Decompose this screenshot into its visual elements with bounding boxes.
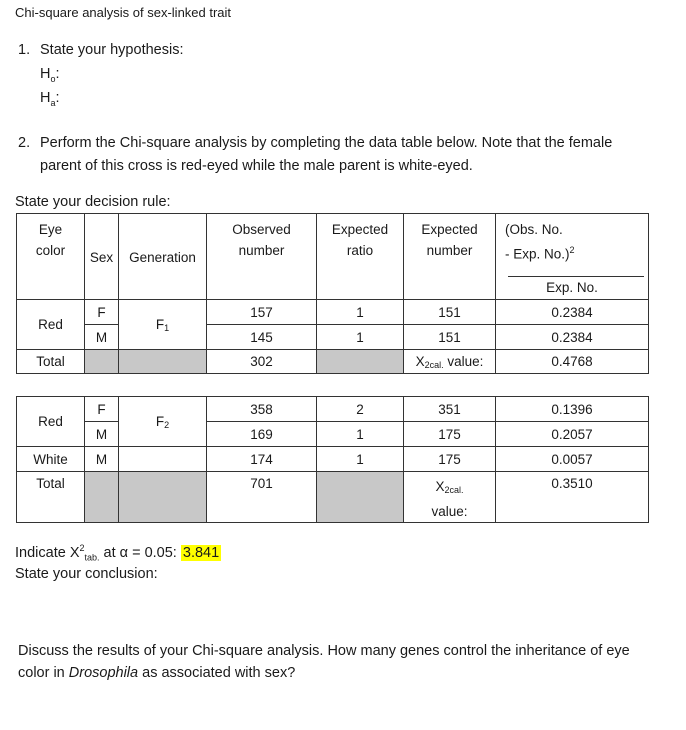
- cell-sex: M: [85, 422, 119, 447]
- cell-sex: F: [85, 397, 119, 422]
- page-title: Chi-square analysis of sex-linked trait: [15, 5, 232, 20]
- header-chi-square-formula: (Obs. No. - Exp. No.)$^2$ Exp. No.: [496, 214, 649, 300]
- cell-shaded: [317, 350, 404, 374]
- cell-ratio: 1: [317, 325, 404, 350]
- cell-xcal-label: X2cal. value:: [404, 350, 496, 374]
- chi-square-table-f1: [16, 213, 649, 374]
- cell-ratio: 1: [317, 422, 404, 447]
- header-expected-ratio: Expected ratio: [317, 214, 404, 300]
- cell-expected: 151: [404, 325, 496, 350]
- cell-expected: 175: [404, 422, 496, 447]
- question-1-number: 1.: [18, 42, 31, 58]
- cell-total-label: Total: [17, 350, 85, 374]
- hypothesis-alternative: $H_a$:: [40, 90, 60, 108]
- chi-tab-line: Indicate $X^2_{tab.}$ at α = 0.05: 3.841: [15, 543, 220, 563]
- conclusion-label: State your conclusion:: [15, 566, 158, 582]
- hypothesis-null: $H_o$:: [40, 66, 60, 84]
- cell-total-observed: 302: [207, 350, 317, 374]
- discussion-line-2: color in Drosophila as associated with sex?: [18, 665, 296, 681]
- cell-total-chi: 0.3510: [496, 472, 649, 523]
- cell-observed: 157: [207, 300, 317, 325]
- decision-rule-label: State your decision rule:: [15, 194, 171, 210]
- header-expected-number: Expected number: [404, 214, 496, 300]
- cell-shaded: [119, 472, 207, 523]
- cell-eye-color-red: Red: [17, 397, 85, 447]
- cell-generation: F1: [119, 300, 207, 350]
- cell-eye-color-red: Red: [17, 300, 85, 350]
- cell-generation-empty: [119, 447, 207, 472]
- cell-chi: 0.2057: [496, 422, 649, 447]
- cell-xcal-label: X2cal. value:: [404, 472, 496, 523]
- cell-observed: 174: [207, 447, 317, 472]
- cell-observed: 358: [207, 397, 317, 422]
- cell-expected: 151: [404, 300, 496, 325]
- question-1-text: State your hypothesis:: [40, 42, 184, 58]
- header-generation: Generation: [119, 214, 207, 300]
- cell-ratio: 2: [317, 397, 404, 422]
- cell-chi: 0.2384: [496, 325, 649, 350]
- cell-observed: 169: [207, 422, 317, 447]
- header-sex: Sex: [85, 214, 119, 300]
- header-eye-color: Eye color: [17, 214, 85, 300]
- cell-generation: F2: [119, 397, 207, 447]
- cell-expected: 351: [404, 397, 496, 422]
- cell-chi: 0.0057: [496, 447, 649, 472]
- header-observed-number: Observed number: [207, 214, 317, 300]
- cell-ratio: 1: [317, 447, 404, 472]
- cell-observed: 145: [207, 325, 317, 350]
- discussion-line-1: Discuss the results of your Chi-square analysis. How many genes control the inheritance of eye: [18, 643, 630, 659]
- cell-chi: 0.2384: [496, 300, 649, 325]
- cell-total-label: Total: [17, 472, 85, 523]
- question-2-line-1: Perform the Chi-square analysis by completing the data table below. Note that the female: [40, 135, 613, 151]
- cell-eye-color-white: White: [17, 447, 85, 472]
- cell-shaded: [85, 472, 119, 523]
- cell-shaded: [85, 350, 119, 374]
- cell-sex: F: [85, 300, 119, 325]
- chi-square-table-f2: [16, 396, 649, 523]
- cell-ratio: 1: [317, 300, 404, 325]
- header-chi-denominator: Exp. No.: [546, 280, 598, 295]
- cell-shaded: [119, 350, 207, 374]
- question-2-number: 2.: [18, 135, 31, 151]
- cell-sex: M: [85, 447, 119, 472]
- chi-tab-value: 3.841: [182, 544, 220, 561]
- cell-sex: M: [85, 325, 119, 350]
- cell-shaded: [317, 472, 404, 523]
- cell-total-chi: 0.4768: [496, 350, 649, 374]
- cell-expected: 175: [404, 447, 496, 472]
- question-2-line-2: parent of this cross is red-eyed while the male parent is white-eyed.: [40, 158, 473, 174]
- cell-total-observed: 701: [207, 472, 317, 523]
- cell-chi: 0.1396: [496, 397, 649, 422]
- fraction-bar: [508, 276, 644, 277]
